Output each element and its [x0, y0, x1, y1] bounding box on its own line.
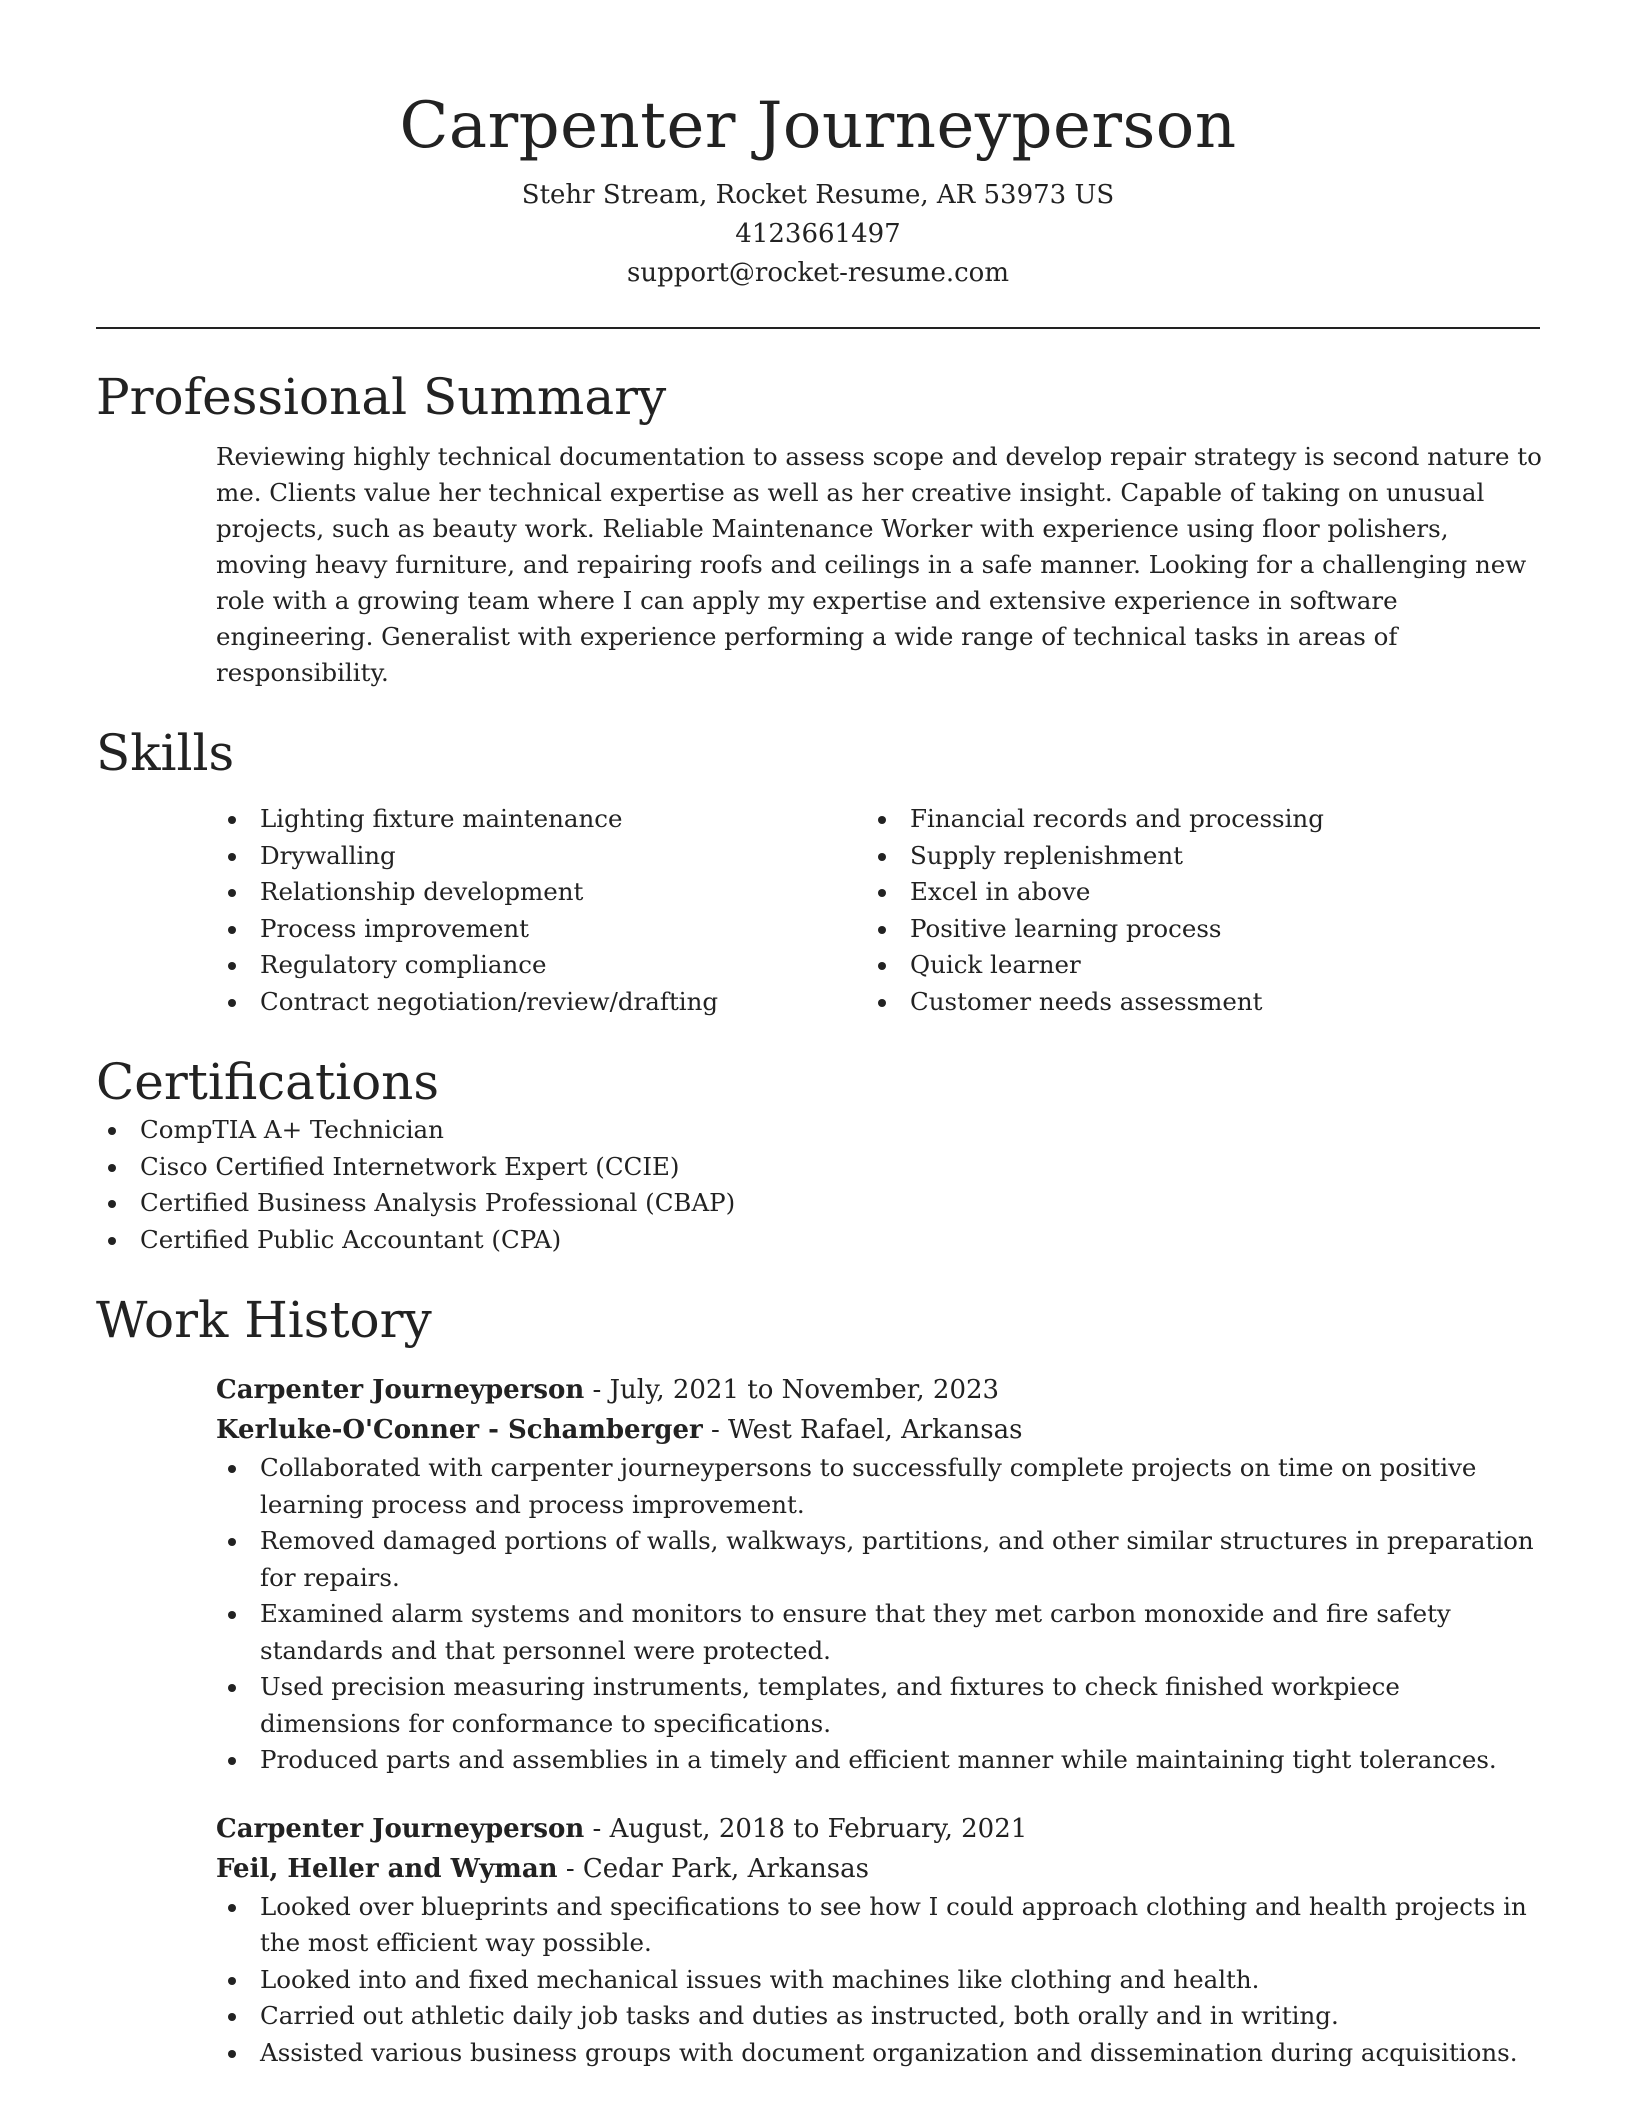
job-duty-item: Produced parts and assemblies in a timely and efficient manner while maintaining tight tolerances. [216, 1742, 1540, 1779]
skill-item: Quick learner [866, 947, 1516, 984]
contact-info [96, 176, 1540, 293]
job-company: Feil, Heller and Wyman [216, 1853, 558, 1884]
job-duty-item: Removed damaged portions of walls, walkways, partitions, and other similar structures in preparation for repairs. [216, 1523, 1540, 1596]
job-duty-item: Assisted various business groups with document organization and dissemination during acquisitions. [216, 2035, 1540, 2072]
contact-email: support@rocket-resume.com [626, 258, 1009, 288]
skill-item: Regulatory compliance [216, 947, 866, 984]
certification-item: Certified Public Accountant (CPA) [96, 1222, 1540, 1259]
skill-item: Financial records and processing [866, 801, 1516, 838]
job-entry [216, 1809, 1540, 2072]
skills-title: Skills [96, 724, 235, 782]
separator: - [702, 1415, 729, 1445]
separator: - [584, 1813, 610, 1844]
job-duties-list [216, 1450, 1540, 1779]
certifications-list [96, 1112, 1540, 1258]
header-divider [96, 327, 1540, 329]
skills-section [96, 723, 1540, 1020]
job-duty-item: Examined alarm systems and monitors to ensure that they met carbon monoxide and fire safety standards and that personnel were protected. [216, 1596, 1540, 1669]
certification-item: CompTIA A+ Technician [96, 1112, 1540, 1149]
skills-grid [216, 801, 1540, 1020]
resume-header [96, 0, 1540, 293]
skill-item: Excel in above [866, 874, 1516, 911]
job-duties-list [216, 1889, 1540, 2072]
job-title-line [216, 1809, 1540, 1849]
job-location: West Rafael, Arkansas [728, 1415, 1023, 1445]
skill-item: Supply replenishment [866, 838, 1516, 875]
skill-item: Positive learning process [866, 911, 1516, 948]
skills-list-right [866, 801, 1516, 1020]
skill-item: Process improvement [216, 911, 866, 948]
certifications-title: Certifications [96, 1053, 440, 1111]
job-dates: July, 2021 to November, 2023 [609, 1375, 1000, 1405]
candidate-name: Carpenter Journeyperson [399, 89, 1237, 163]
separator: - [584, 1375, 610, 1405]
summary-title: Professional Summary [96, 368, 667, 426]
contact-address: Stehr Stream, Rocket Resume, AR 53973 US [521, 180, 1115, 210]
skill-item: Relationship development [216, 874, 866, 911]
certifications-section [96, 1052, 1540, 1258]
work-history-section [96, 1290, 1540, 2071]
job-entry [216, 1370, 1540, 1779]
skills-list-left [216, 801, 866, 1020]
skill-item: Contract negotiation/review/drafting [216, 984, 866, 1021]
summary-text: Reviewing highly technical documentation to assess scope and develop repair strategy is second nature to me. Clients value her technical expertise as well as her creative insight. Capable of taking on unusual projects, such as beauty work. Reliable Maintenance Worker with experience using floor polishers, moving heavy furniture, and repairing roofs and ceilings in a safe manner. Looking for a challenging new role with a growing team where I can apply my expertise and extensive experience in software engineering. Generalist with experience performing a wide range of technical tasks in areas of responsibility. [216, 442, 1542, 687]
separator: - [557, 1853, 583, 1884]
job-location: Cedar Park, Arkansas [582, 1853, 869, 1884]
job-duty-item: Collaborated with carpenter journeypersons to successfully complete projects on time on positive learning process and process improvement. [216, 1450, 1540, 1523]
skill-item: Customer needs assessment [866, 984, 1516, 1021]
skill-item: Drywalling [216, 838, 866, 875]
skill-item: Lighting fixture maintenance [216, 801, 866, 838]
certification-item: Cisco Certified Internetwork Expert (CCIE) [96, 1149, 1540, 1186]
resume-page [96, 0, 1540, 2071]
job-company: Kerluke-O'Conner - Schamberger [216, 1415, 703, 1445]
job-company-line [216, 1849, 1540, 1889]
job-duty-item: Used precision measuring instruments, templates, and fixtures to check finished workpiece dimensions for conformance to specifications. [216, 1669, 1540, 1742]
job-title-line [216, 1370, 1540, 1410]
work-history-title: Work History [96, 1291, 432, 1349]
job-duty-item: Looked into and fixed mechanical issues with machines like clothing and health. [216, 1962, 1540, 1999]
job-duty-item: Looked over blueprints and specifications to see how I could approach clothing and health projects in the most efficient way possible. [216, 1889, 1540, 1962]
skills-column-right [866, 801, 1516, 1020]
contact-phone: 4123661497 [735, 219, 901, 249]
job-role: Carpenter Journeyperson [216, 1813, 585, 1844]
job-dates: August, 2018 to February, 2021 [609, 1813, 1028, 1844]
certification-item: Certified Business Analysis Professional (CBAP) [96, 1185, 1540, 1222]
job-role: Carpenter Journeyperson [216, 1375, 585, 1405]
job-company-line [216, 1410, 1540, 1450]
skills-column-left [216, 801, 866, 1020]
summary-section [96, 367, 1540, 691]
job-duty-item: Carried out athletic daily job tasks and duties as instructed, both orally and in writing. [216, 1998, 1540, 2035]
